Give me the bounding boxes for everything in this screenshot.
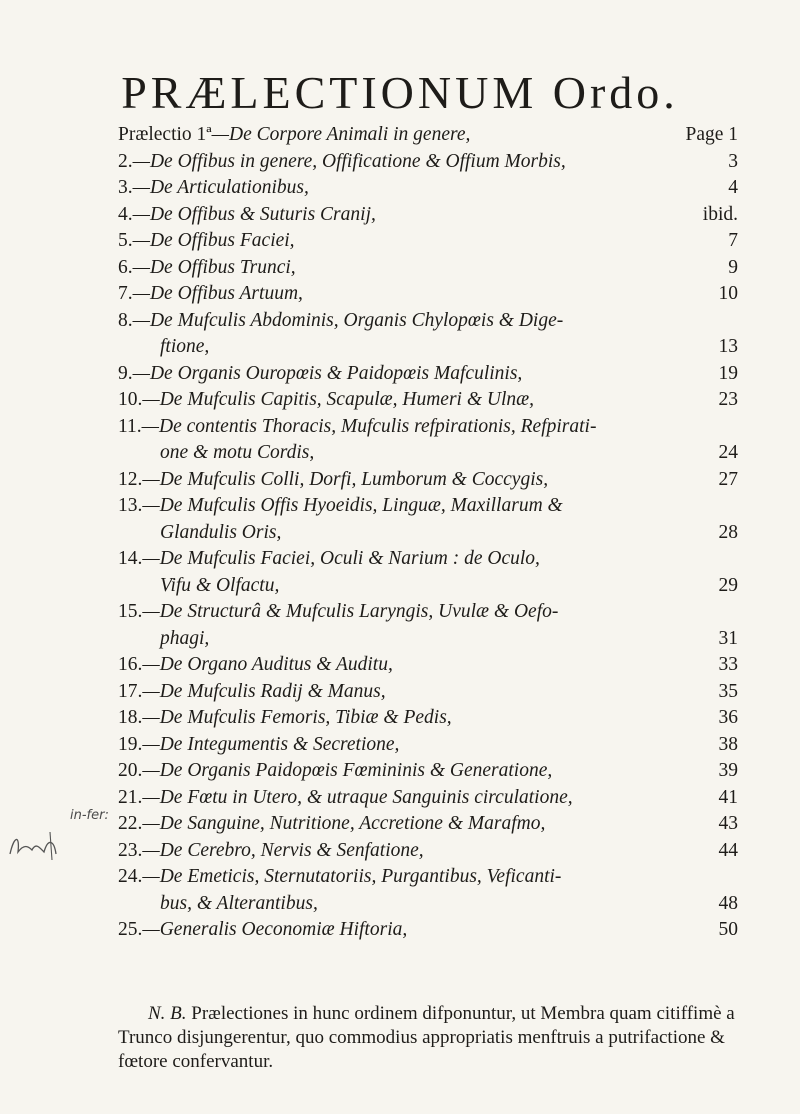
nota-bene-label: N. B. xyxy=(148,1003,187,1024)
entry-title: —De Mufculis Abdominis, Organis Chylopœis & Dige- xyxy=(132,309,564,331)
toc-entry xyxy=(118,679,738,706)
entry-number: 18. xyxy=(118,707,143,728)
entry-number: 4. xyxy=(118,203,133,225)
entry-page: 10 xyxy=(718,283,738,304)
entry-title: —De Corpore Animali in genere, xyxy=(211,124,471,145)
entry-page: 48 xyxy=(718,892,738,914)
toc-entry xyxy=(118,255,738,282)
toc-entry xyxy=(118,202,738,229)
entry-page: 13 xyxy=(718,336,738,357)
toc-entry xyxy=(118,917,738,944)
toc-entry xyxy=(118,785,738,812)
entry-page: 24 xyxy=(718,442,738,463)
entry-number: 11. xyxy=(118,415,142,437)
entry-page: 7 xyxy=(728,230,738,251)
entry-number: 13. xyxy=(118,495,143,516)
entry-continuation-text: phagi, xyxy=(160,627,210,649)
entry-title: —De Offibus Faciei, xyxy=(132,230,295,251)
entry-number: 24. xyxy=(118,866,143,887)
entry-page: 38 xyxy=(718,733,738,755)
entry-page: 35 xyxy=(718,680,738,702)
entry-number: 17. xyxy=(118,680,143,702)
entry-title: —De Organo Auditus & Auditu, xyxy=(142,654,393,675)
entry-title: —De Cerebro, Nervis & Senfatione, xyxy=(142,839,424,861)
entry-number: 6. xyxy=(118,256,133,278)
entry-number: 2. xyxy=(118,150,133,172)
entry-title: —De Integumentis & Secretione, xyxy=(142,733,400,755)
entry-number: 22. xyxy=(118,813,143,834)
entry-page: 27 xyxy=(718,468,738,490)
entry-title: —De Sanguine, Nutritione, Accretione & Marafmo, xyxy=(142,813,546,834)
entry-number: 16. xyxy=(118,654,143,675)
toc-entry xyxy=(118,599,738,652)
table-of-contents xyxy=(118,122,738,944)
entry-continuation xyxy=(118,626,738,653)
entry-number: 12. xyxy=(118,468,143,490)
entry-page: Page 1 xyxy=(685,124,738,145)
entry-title: —De Offibus in genere, Offificatione & Offium Morbis, xyxy=(132,150,566,172)
entry-page: 44 xyxy=(718,839,738,861)
entry-number: 8. xyxy=(118,309,133,331)
entry-title: —De Mufculis Faciei, Oculi & Narium : de Oculo, xyxy=(142,548,540,569)
entry-title: —Generalis Oeconomiæ Hiftoria, xyxy=(142,919,408,940)
entry-page: 19 xyxy=(718,362,738,384)
toc-entry xyxy=(118,758,738,785)
margin-handwriting xyxy=(6,826,66,866)
entry-page: 9 xyxy=(728,256,738,278)
entry-page: 4 xyxy=(728,177,738,198)
entry-number: 25. xyxy=(118,919,143,940)
entry-title: —De Offibus Trunci, xyxy=(132,256,296,278)
nota-bene xyxy=(118,1002,738,1074)
entry-number: 10. xyxy=(118,389,143,410)
entry-title: —De Mufculis Offis Hyoeidis, Linguæ, Maxillarum & xyxy=(142,495,563,516)
toc-entry xyxy=(118,281,738,308)
entry-page: ibid. xyxy=(702,203,738,225)
entry-page: 33 xyxy=(718,654,738,675)
entry-continuation xyxy=(118,440,738,467)
entry-page: 36 xyxy=(718,707,738,728)
entry-title: —De Organis Ouropœis & Paidopœis Mafculinis, xyxy=(132,362,523,384)
margin-annotation: in-fer: xyxy=(70,808,109,823)
toc-entry xyxy=(118,705,738,732)
entry-number: 19. xyxy=(118,733,143,755)
toc-entry xyxy=(118,652,738,679)
entry-continuation xyxy=(118,573,738,600)
entry-page: 39 xyxy=(718,760,738,781)
toc-entry xyxy=(118,811,738,838)
page-title: PRÆLECTIONUM Ordo. xyxy=(121,67,679,118)
toc-entry xyxy=(118,361,738,388)
entry-continuation-text: bus, & Alterantibus, xyxy=(160,892,318,914)
entry-page: 43 xyxy=(718,813,738,834)
entry-title: —De Emeticis, Sternutatoriis, Purgantibus, Veficanti- xyxy=(142,866,562,887)
entry-number: 9. xyxy=(118,362,133,384)
entry-page: 31 xyxy=(718,627,738,649)
entry-number: 7. xyxy=(118,283,133,304)
toc-entry xyxy=(118,838,738,865)
toc-entry xyxy=(118,546,738,599)
entry-title: —De Offibus & Suturis Cranij, xyxy=(132,203,376,225)
entry-number: 20. xyxy=(118,760,143,781)
entry-page: 3 xyxy=(728,150,738,172)
entry-continuation-text: ftione, xyxy=(160,336,210,357)
entry-page: 41 xyxy=(718,786,738,808)
entry-title: —De Offibus Artuum, xyxy=(132,283,303,304)
entry-title: —De Mufculis Femoris, Tibiæ & Pedis, xyxy=(142,707,452,728)
entry-title: —De Mufculis Colli, Dorfi, Lumborum & Coccygis, xyxy=(142,468,549,490)
entry-number: 14. xyxy=(118,548,143,569)
entry-title: —De Mufculis Capitis, Scapulæ, Humeri & Ulnæ, xyxy=(142,389,534,410)
entry-continuation-text: Vifu & Olfactu, xyxy=(160,574,280,596)
entry-page: 23 xyxy=(718,389,738,410)
toc-entry xyxy=(118,175,738,202)
entry-continuation xyxy=(118,334,738,361)
entry-title: —De Articulationibus, xyxy=(132,177,309,198)
entry-title: —De Mufculis Radij & Manus, xyxy=(142,680,386,702)
entry-continuation-text: Glandulis Oris, xyxy=(160,521,282,543)
entry-continuation-text: one & motu Cordis, xyxy=(160,442,315,463)
entry-number: 21. xyxy=(118,786,143,808)
toc-entry xyxy=(118,493,738,546)
toc-entry xyxy=(118,414,738,467)
toc-entry xyxy=(118,122,738,149)
entry-number: 23. xyxy=(118,839,143,861)
toc-entry xyxy=(118,864,738,917)
entry-page: 29 xyxy=(718,574,738,596)
toc-entry xyxy=(118,228,738,255)
toc-entry xyxy=(118,308,738,361)
entry-page: 28 xyxy=(718,521,738,543)
entry-number: 15. xyxy=(118,601,143,622)
entry-number: 5. xyxy=(118,230,133,251)
toc-entry xyxy=(118,387,738,414)
entry-number: Prælectio 1ª xyxy=(118,124,212,145)
nota-bene-text: Prælectiones in hunc ordinem difponuntur, ut Membra quam citiffimè a Trunco disjungerentur, quo commodius appropriatis menftruis a putrifactione & fœtore confervantur. xyxy=(118,1003,735,1072)
toc-entry xyxy=(118,732,738,759)
toc-entry xyxy=(118,467,738,494)
entry-title: —De Organis Paidopœis Fœmininis & Generatione, xyxy=(142,760,553,781)
entry-title: —De contentis Thoracis, Mufculis refpirationis, Refpirati- xyxy=(141,415,597,437)
entry-continuation xyxy=(118,520,738,547)
entry-title: —De Fœtu in Utero, & utraque Sanguinis circulatione, xyxy=(142,786,573,808)
entry-number: 3. xyxy=(118,177,133,198)
entry-title: —De Structurâ & Mufculis Laryngis, Uvulæ & Oefo- xyxy=(142,601,559,622)
entry-continuation xyxy=(118,891,738,918)
entry-page: 50 xyxy=(718,919,738,940)
toc-entry xyxy=(118,149,738,176)
